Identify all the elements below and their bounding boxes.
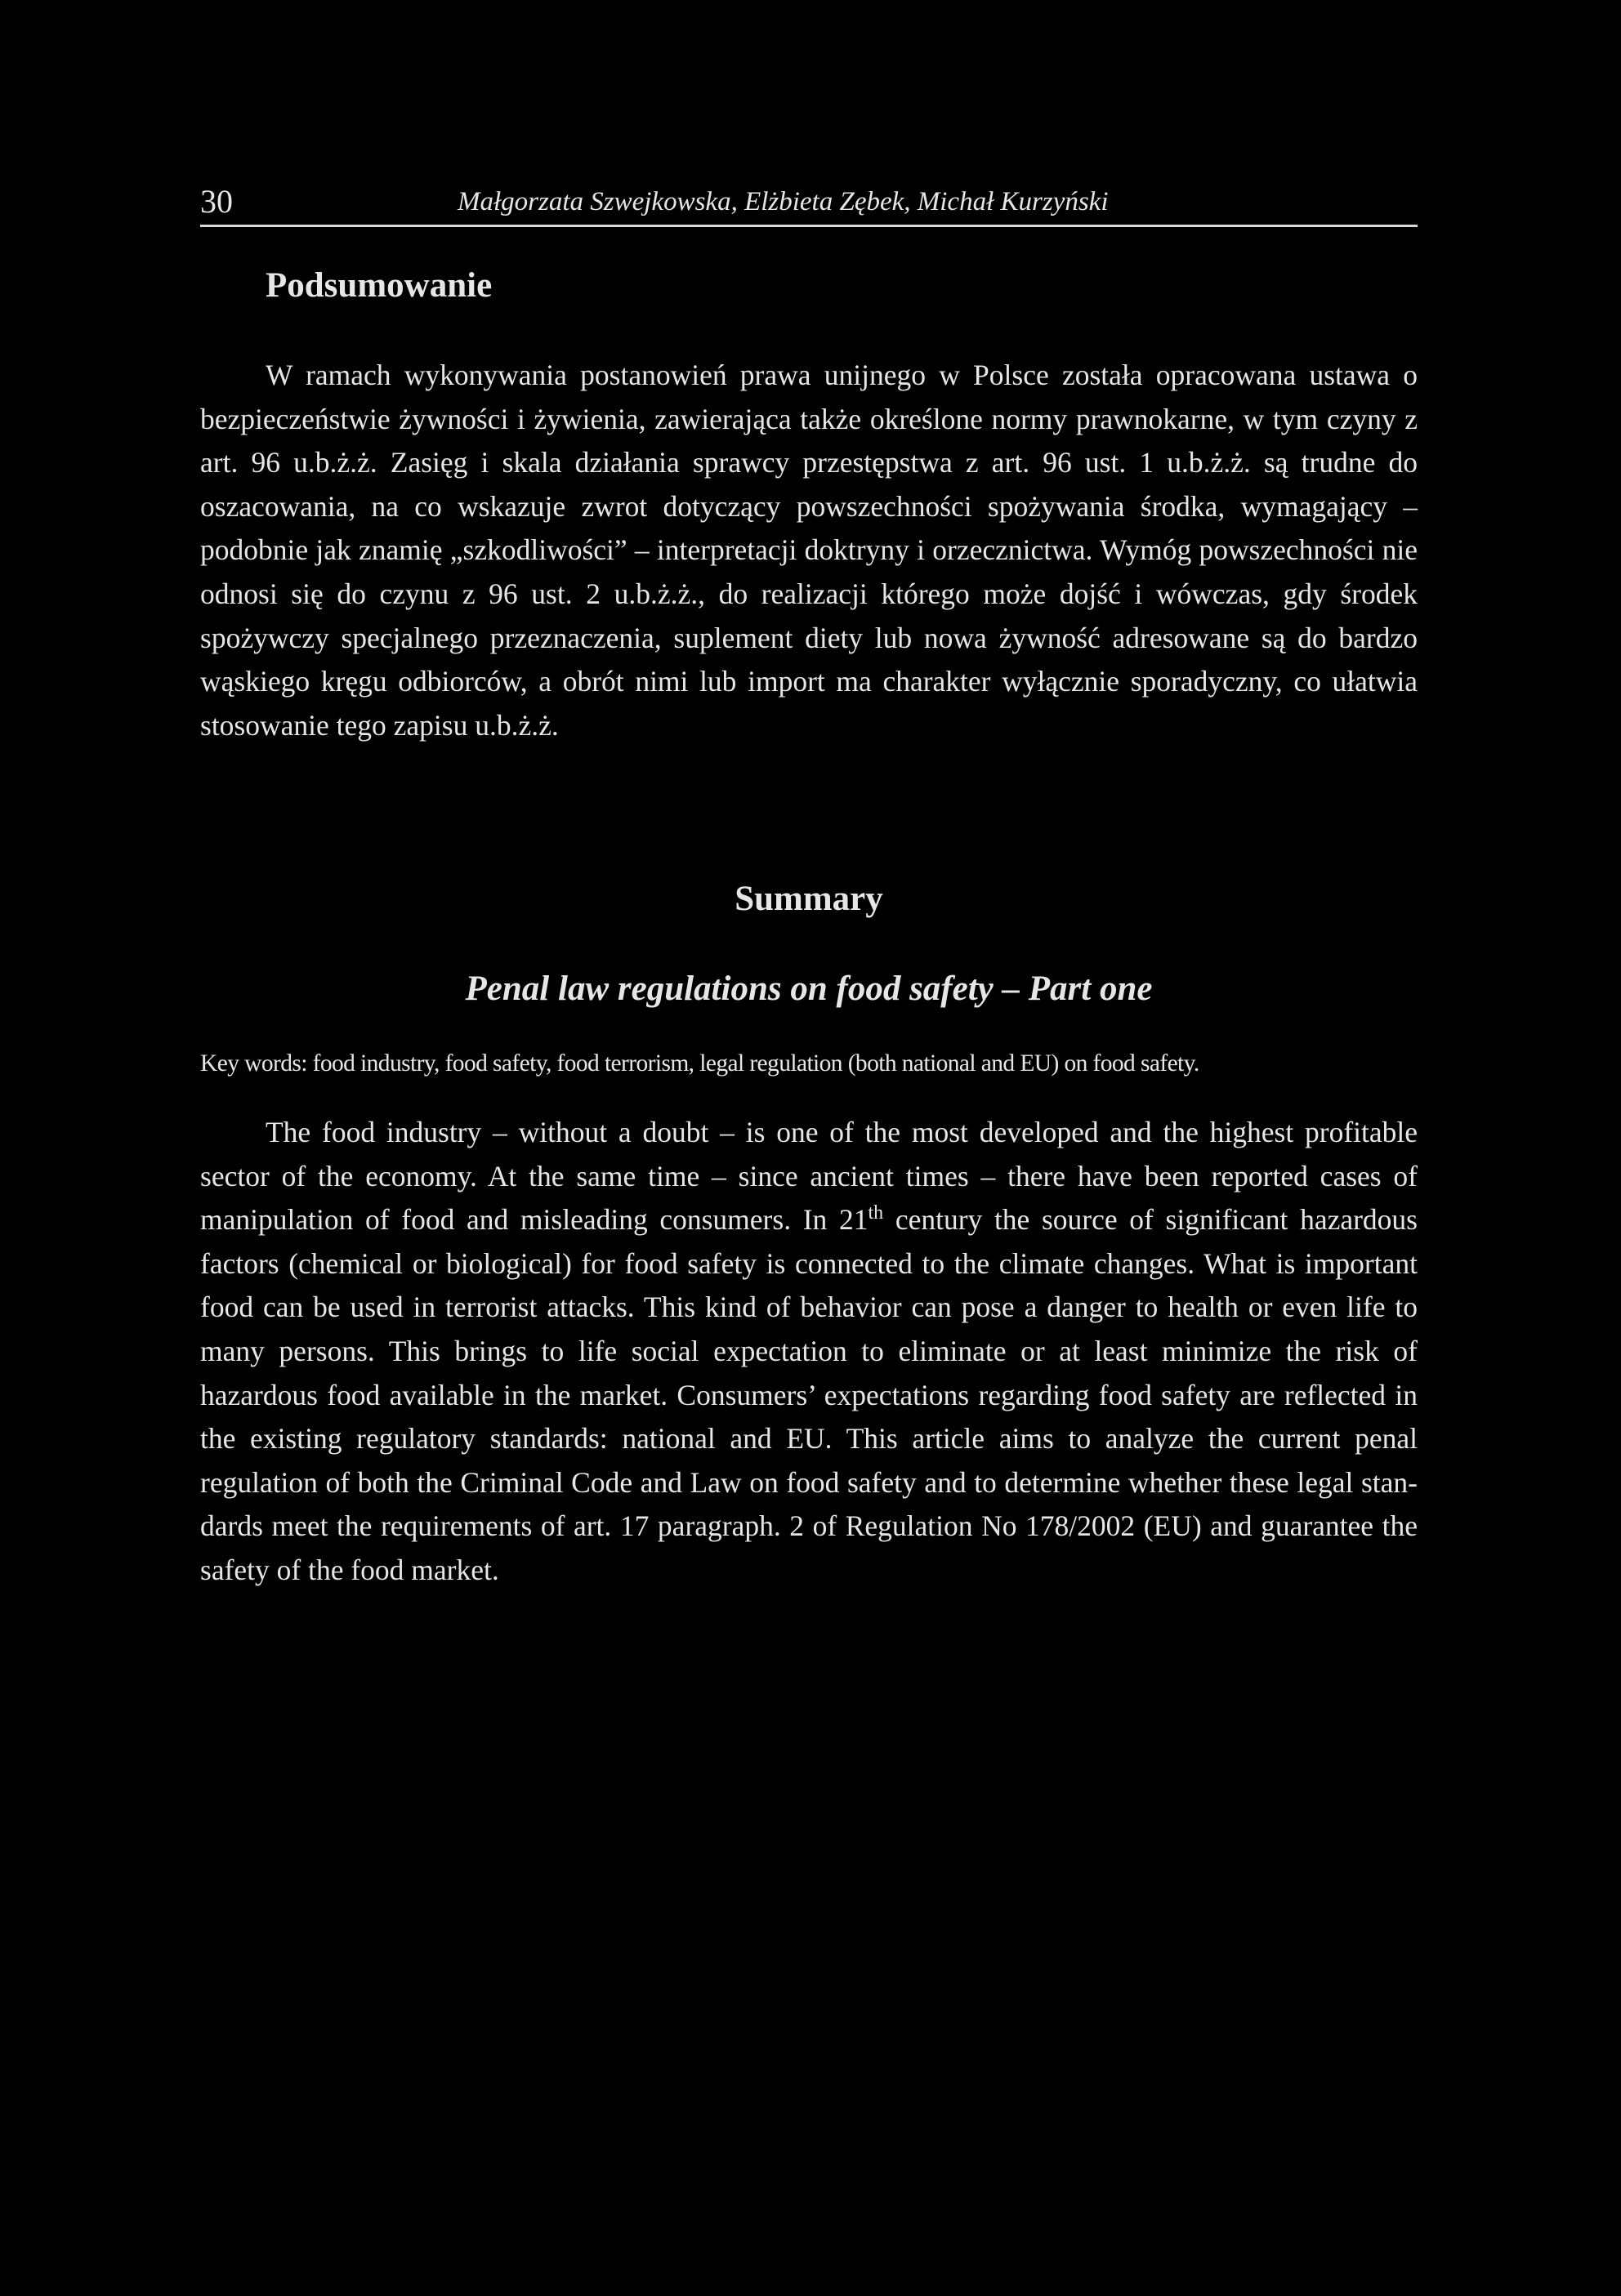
article-english-title: Penal law regulations on food safety – Part one xyxy=(465,970,1153,1008)
ordinal-superscript: th xyxy=(868,1202,884,1224)
polish-summary-paragraph: W ramach wykonywania postanowień prawa unijnego w Polsce została opracowana ustawa o bezpieczeństwie żywności i żywienia, zawierająca także określone normy prawnokarne, w tym czyny z art. 96 u.b.ż.ż. Zasięg i skala działania sprawcy przestępstwa z art. 96 ust. 1 u.b.ż.ż. są trudne do oszacowania, na co wskazuje zwrot dotyczący powszechności spożywania środka, wymagający – podobnie jak znamię „szkodliwości” – interpretacji doktryny i orzecznictwa. Wymóg powszechności nie odnosi się do czynu z 96 ust. 2 u.b.ż.ż., do realizacji którego może dojść i wówczas, gdy środek spożywczy specjalnego przeznaczenia, suplement diety lub nowa żywność adresowane są do bardzo wąskiego kręgu odbiorców, a obrót nimi lub import ma charakter wyłącznie sporadyczny, co ułatwia stosowanie tego zapisu u.b.ż.ż. xyxy=(200,359,1418,742)
summary-text-part-2: century the source of significant hazardous factors (chemical or biological) for food safety is connected to the climate changes. What is important food can be used in terrorist attacks. This kind of behavior can pose a danger to health or even life to many persons. This brings to life social expectation to eliminate or at least minimize the risk of hazardous food available in the market. Consumers’ expectations regarding food safety are reflected in the existing regulatory standards: national and EU. This article aims to analyze the current penal regulation of both the Criminal Code and Law on food safety and to determine whether these legal standards meet the requirements of art. 17 paragraph. 2 of Regulation No 178/2002 (EU) and guarantee the safety of the food market. xyxy=(200,1203,1418,1586)
section-heading-podsumowanie: Podsumowanie xyxy=(266,266,493,305)
running-header xyxy=(200,176,1418,227)
running-header-authors: Małgorzata Szwejkowska, Elżbieta Zębek, Michał Kurzyński xyxy=(458,187,1109,216)
summary-text-part-1: The food industry – without a doubt – is one of the most developed and the highest profitable sector of the economy. At the same time – since ancient times – there have been reported cases of manipulation of food and misleading consumers. In 21 xyxy=(200,1116,1418,1237)
summary-heading: Summary xyxy=(735,880,883,918)
page-number: 30 xyxy=(200,183,233,220)
keywords-line: Key words: food industry, food safety, food terrorism, legal regulation (both national and EU) on food safety. xyxy=(200,1050,1199,1077)
english-summary-paragraph xyxy=(200,1111,1418,1593)
